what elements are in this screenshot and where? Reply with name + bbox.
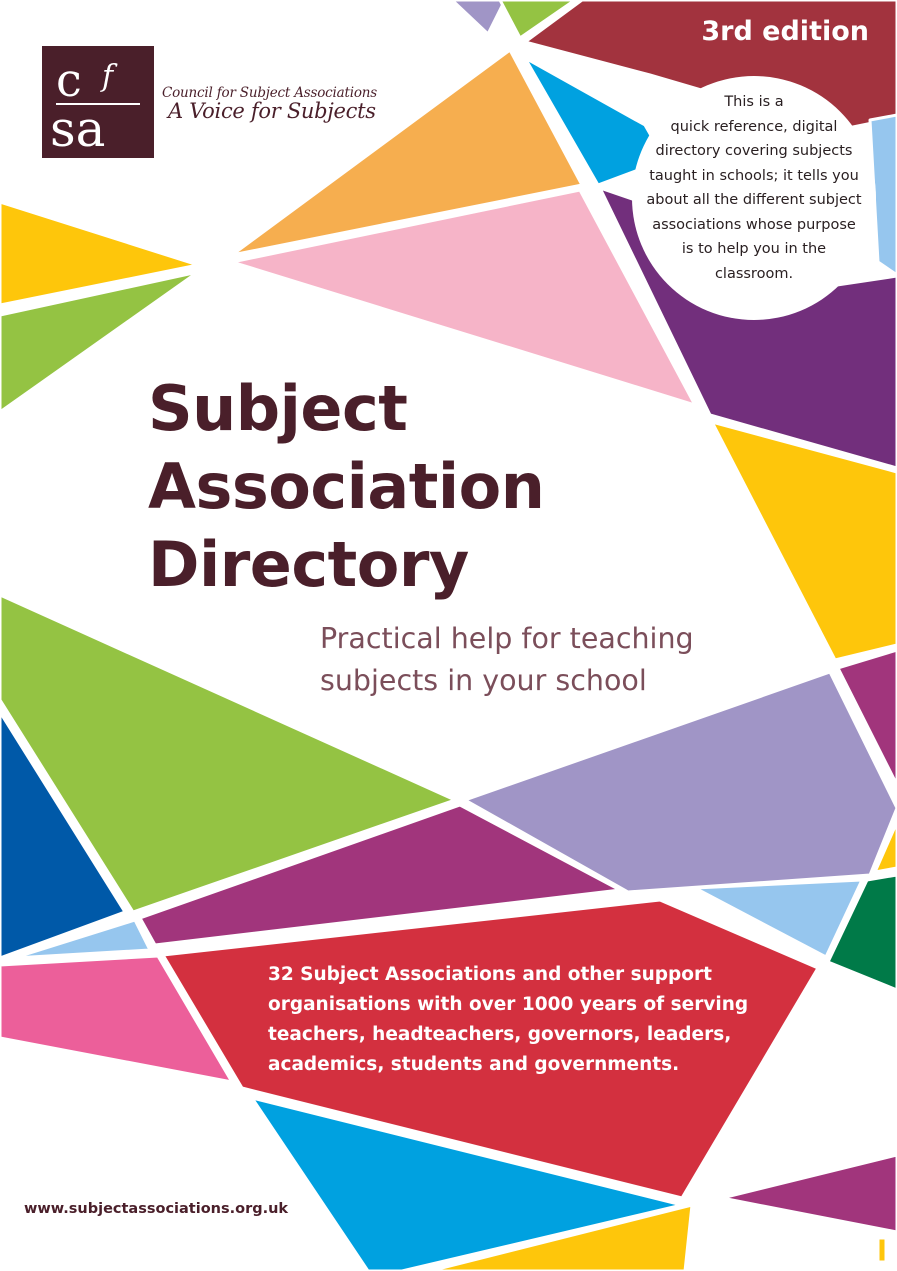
stats-line: teachers, headteachers, governors, leaders, xyxy=(268,1024,732,1045)
shape-lavender-top xyxy=(452,0,505,34)
shape-magenta-bottom xyxy=(722,1155,897,1232)
csa-logo xyxy=(42,46,154,158)
website-link[interactable]: www.subjectassociations.org.uk xyxy=(24,1201,289,1217)
subtitle-line: subjects in your school xyxy=(320,664,647,697)
intro-line: associations whose purpose xyxy=(652,216,856,233)
logo-wordmark xyxy=(162,86,377,122)
intro-bubble xyxy=(632,76,876,320)
title-line: Association xyxy=(148,450,545,523)
logo-letter-f: f xyxy=(102,59,114,94)
page-title xyxy=(148,370,544,604)
edition-label: 3rd edition xyxy=(701,16,869,47)
intro-line: about all the different subject xyxy=(646,192,862,208)
org-name: Council for Subject Associations xyxy=(162,85,377,101)
subtitle-line: Practical help for teaching xyxy=(320,622,694,655)
stats-statement xyxy=(268,960,748,1080)
stats-line: 32 Subject Associations and other support xyxy=(268,964,712,985)
intro-line: taught in schools; it tells you xyxy=(649,167,859,184)
title-line: Directory xyxy=(148,528,469,601)
stats-line: academics, students and governments. xyxy=(268,1054,680,1075)
org-tagline: A Voice for Subjects xyxy=(168,99,376,124)
stats-line: organisations with over 1000 years of serving xyxy=(268,994,749,1015)
intro-line: classroom. xyxy=(714,265,794,282)
intro-line: is to help you in the xyxy=(681,241,827,257)
shape-yellow-corner xyxy=(878,1238,886,1262)
intro-line: This is a xyxy=(724,94,784,110)
page-subtitle xyxy=(320,618,694,702)
intro-text xyxy=(632,90,876,286)
title-line: Subject xyxy=(148,372,408,445)
intro-line: quick reference, digital xyxy=(670,118,838,135)
logo-letters-sa: sa xyxy=(50,100,106,158)
intro-line: directory covering subjects xyxy=(655,143,853,159)
logo-letter-c: c xyxy=(56,53,82,107)
